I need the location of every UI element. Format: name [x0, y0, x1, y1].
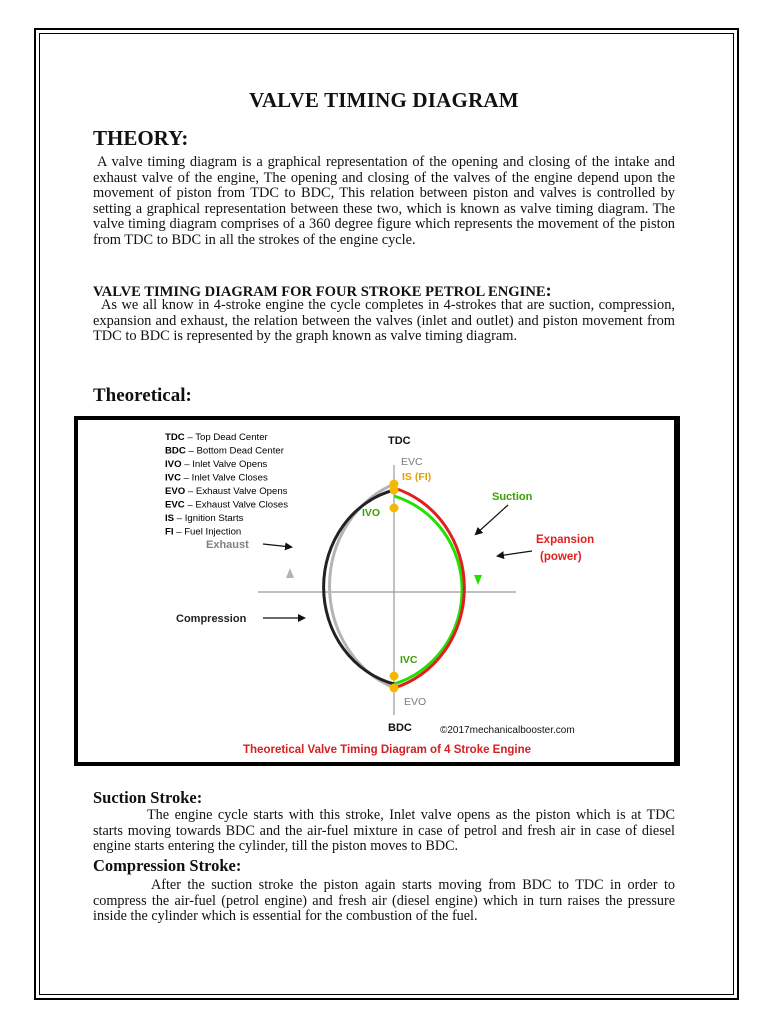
theory-heading: THEORY: [93, 126, 189, 150]
legend-item [165, 486, 288, 497]
tdc-label: TDC [388, 435, 411, 447]
legend-desc: – Ignition Starts [174, 513, 244, 524]
suction-direction-arrow [474, 575, 482, 585]
power-label: (power) [540, 551, 582, 563]
legend-desc: – Inlet Valve Opens [181, 459, 268, 470]
legend-abbr: IS [165, 513, 175, 524]
legend-item [165, 473, 268, 484]
legend-item [165, 500, 288, 511]
legend-item [165, 459, 267, 470]
expansion-pointer-arrow [498, 551, 532, 556]
four-stroke-heading-text: VALVE TIMING DIAGRAM FOR FOUR STROKE PETROL ENGINE [93, 284, 546, 300]
legend-desc: – Inlet Valve Closes [181, 472, 268, 484]
legend-item [165, 432, 269, 443]
diagram-legend [165, 432, 288, 538]
suction-stroke-text: The engine cycle starts with this stroke, Inlet valve opens as the piston which is at TDC starts moving towards BDC and the air-fuel mixture in case of petrol and fresh air in case of diesel engine starts entering the cylinder, till the piston moves to BDC. [93, 807, 675, 855]
evo-point [390, 684, 399, 693]
suction-stroke-heading: Suction Stroke: [93, 788, 203, 807]
exhaust-direction-arrow [286, 568, 294, 578]
valve-timing-diagram [78, 420, 674, 762]
legend-abbr: TDC [165, 432, 185, 443]
expansion-label: Expansion [536, 534, 595, 546]
ivo-label: IVO [362, 507, 381, 519]
ivo-point [390, 504, 399, 513]
legend-abbr: BDC [165, 445, 186, 457]
legend-desc: – Bottom Dead Center [185, 445, 284, 457]
copyright-text: ©2017mechanicalbooster.com [440, 725, 575, 736]
page-title: VALVE TIMING DIAGRAM [249, 88, 519, 112]
suction-pointer-arrow [476, 505, 508, 534]
compression-stroke-text: After the suction stroke the piston again starts moving from BDC to TDC in order to compress the air-fuel (petrol engine) and fresh air (diesel engine) which in turn raises the pressure inside the cylinder which is essential for the combustion of the fuel. [93, 877, 675, 925]
compression-stroke-paragraph [93, 878, 675, 925]
is-fi-label: IS (FI) [402, 471, 432, 483]
legend-item [165, 446, 285, 457]
legend-desc: – Exhaust Valve Closes [184, 499, 289, 511]
exhaust-pointer-arrow [263, 544, 291, 547]
evo-label: EVO [404, 696, 427, 708]
ivc-point [390, 672, 399, 681]
compression-stroke-heading: Compression Stroke: [93, 856, 242, 875]
valve-timing-figure [74, 416, 680, 766]
compression-arc [324, 490, 394, 684]
four-stroke-heading-colon: : [545, 280, 552, 300]
legend-abbr: EVC [165, 499, 185, 511]
bdc-label: BDC [388, 722, 412, 734]
is-point [390, 486, 399, 495]
legend-desc: – Exhaust Valve Opens [185, 486, 288, 497]
legend-abbr: EVO [165, 486, 186, 497]
legend-abbr: IVC [165, 472, 181, 484]
legend-desc: – Top Dead Center [184, 432, 268, 443]
ivc-label: IVC [400, 654, 418, 666]
evc-label: EVC [401, 456, 423, 468]
theoretical-heading: Theoretical: [93, 385, 192, 406]
legend-desc: – Fuel Injection [173, 526, 242, 538]
theory-paragraph: A valve timing diagram is a graphical representation of the opening and closing of the intake and exhaust valve of the engine, The opening and closing of the valves of the engine depend upon the movement of piston from TDC to BDC, This relation between piston and valves is controlled by setting a graphical representation between these two, which is known as valve timing diagram. The valve timing diagram comprises of a 360 degree figure which represents the movement of the piston from TDC to BDC in all the strokes of the engine cycle. [93, 154, 675, 248]
legend-abbr: FI [165, 526, 174, 538]
compression-label: Compression [176, 613, 247, 625]
suction-label: Suction [492, 491, 533, 503]
suction-stroke-paragraph [93, 808, 675, 855]
figure-caption: Theoretical Valve Timing Diagram of 4 Stroke Engine [243, 744, 532, 756]
exhaust-label: Exhaust [206, 539, 249, 551]
legend-item [165, 527, 241, 538]
four-stroke-paragraph: As we all know in 4-stroke engine the cycle completes in 4-strokes that are suction, compression, expansion and exhaust, the relation between the valves (inlet and outlet) and piston movement from TDC to BDC is represented by the graph known as valve timing diagram. [93, 297, 675, 345]
legend-item [165, 513, 244, 524]
legend-abbr: IVO [165, 459, 182, 470]
